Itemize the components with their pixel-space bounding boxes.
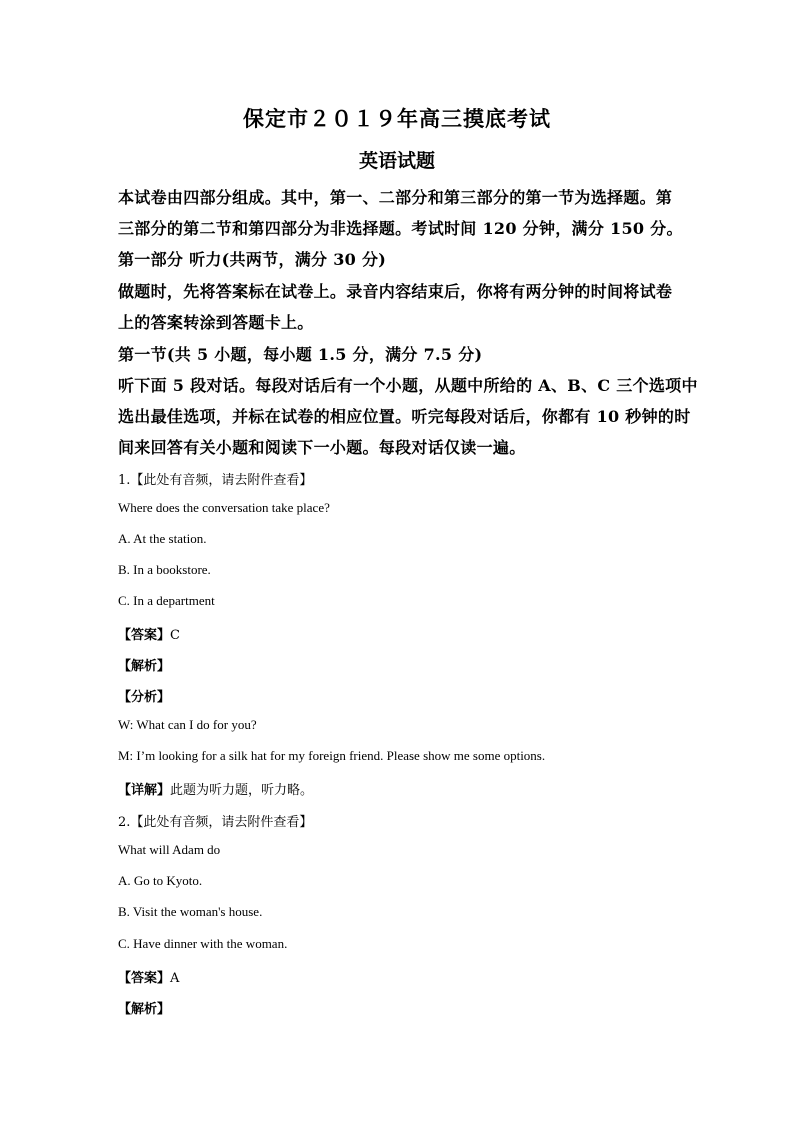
answer-tag: 【答案】 <box>118 628 171 643</box>
q1-dialog-w: W: What can I do for you? <box>118 717 257 732</box>
q1-detail-row <box>118 779 313 798</box>
q1-detail-text: 此题为听力题，听力略。 <box>170 783 314 798</box>
q1-answer-row <box>118 624 180 643</box>
exam-subtitle: 英语试题 <box>358 150 435 172</box>
intro-line-1: 本试卷由四部分组成。其中，第一、二部分和第三部分的第一节为选择题。第 <box>118 188 673 207</box>
q2-answer-value: A <box>170 971 180 986</box>
q2-option-c: C. Have dinner with the woman. <box>118 936 288 951</box>
instruction-line-1: 做题时，先将答案标在试卷上。录音内容结束后，你将有两分钟的时间将试卷 <box>118 282 673 301</box>
part1-heading: 第一部分 听力(共两节，满分 30 分) <box>118 250 387 269</box>
answer-tag: 【答案】 <box>118 971 171 986</box>
q1-fenxi-tag: 【分析】 <box>118 690 171 705</box>
instruction-line-2: 上的答案转涂到答题卡上。 <box>118 313 314 332</box>
q2-question: What will Adam do <box>118 842 221 857</box>
q2-audio-note: 2.【此处有音频，请去附件查看】 <box>118 815 313 830</box>
q1-option-b: B. In a bookstore. <box>118 562 211 577</box>
intro-line-2: 三部分的第二节和第四部分为非选择题。考试时间 120 分钟，满分 150 分。 <box>118 219 683 238</box>
q1-dialog-m: M: I’m looking for a silk hat for my foreign friend. Please show me some options. <box>118 748 546 763</box>
listen-line-2: 选出最佳选项，并标在试卷的相应位置。听完每段对话后，你都有 10 秒钟的时 <box>118 407 691 426</box>
detail-tag: 【详解】 <box>118 783 171 798</box>
q2-answer-row <box>118 967 179 986</box>
listen-line-3: 间来回答有关小题和阅读下一小题。每段对话仅读一遍。 <box>118 438 526 457</box>
q1-option-c: C. In a department <box>118 593 215 608</box>
q2-option-a: A. Go to Kyoto. <box>118 873 203 888</box>
q1-option-a: A. At the station. <box>118 531 207 546</box>
q1-answer-value: C <box>170 628 180 643</box>
q1-audio-note: 1.【此处有音频，请去附件查看】 <box>118 473 313 488</box>
exam-title: 保定市２０１９年高三摸底考试 <box>243 106 551 131</box>
q2-option-b: B. Visit the woman's house. <box>118 904 263 919</box>
q1-question: Where does the conversation take place? <box>118 500 330 515</box>
q2-analysis-tag: 【解析】 <box>118 1002 171 1017</box>
q1-analysis-tag: 【解析】 <box>118 659 171 674</box>
listen-line-1: 听下面 5 段对话。每段对话后有一个小题，从题中所给的 A、B、C 三个选项中 <box>118 376 698 395</box>
section1-heading: 第一节(共 5 小题，每小题 1.5 分，满分 7.5 分) <box>118 345 483 364</box>
